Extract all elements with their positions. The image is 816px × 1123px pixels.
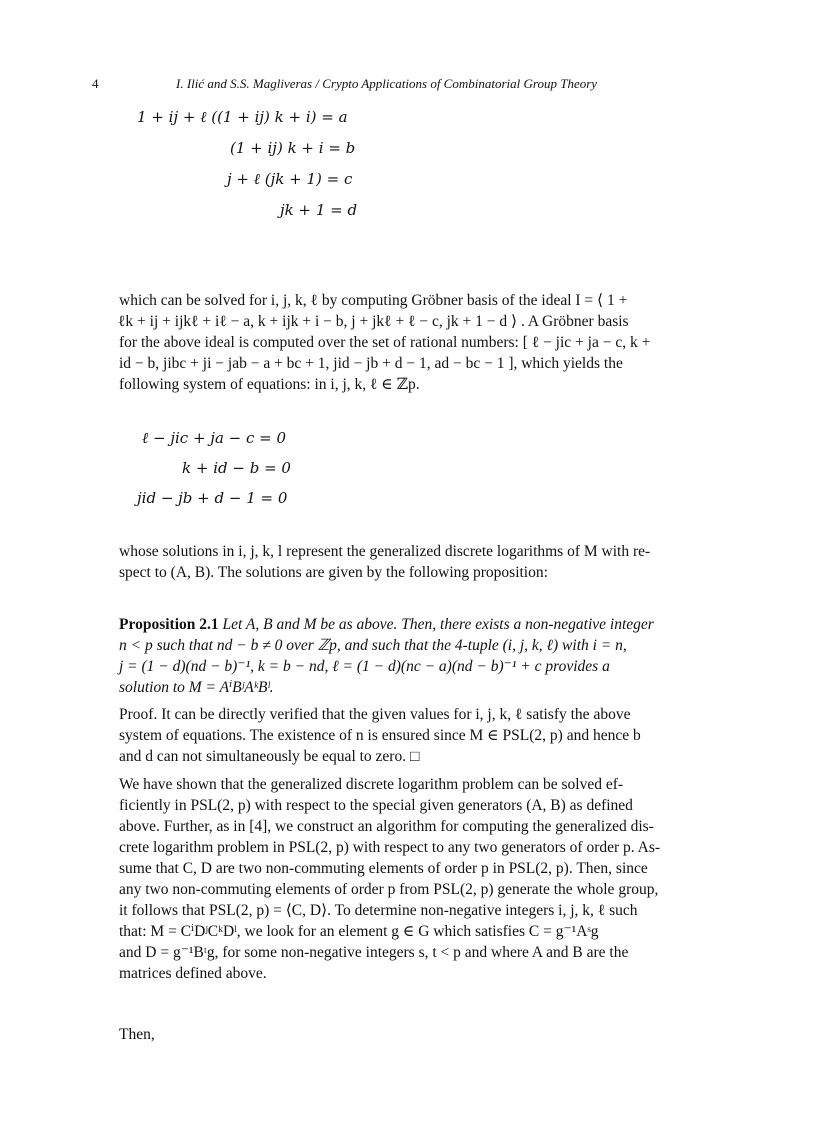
running-title: I. Ilić and S.S. Magliveras / Crypto Applications of Combinatorial Group Theory bbox=[176, 76, 598, 91]
paragraph-algorithm bbox=[119, 774, 724, 984]
proposition-block bbox=[119, 614, 724, 698]
proof-block bbox=[119, 704, 724, 767]
text-line: system of equations. The existence of n is ensured since M ∈ PSL(2, p) and hence b bbox=[119, 727, 641, 744]
text-line: Then, bbox=[119, 1026, 155, 1043]
paragraph-solutions bbox=[119, 541, 724, 583]
equation-row: k + id − b = 0 bbox=[182, 459, 291, 477]
text-line: matrices defined above. bbox=[119, 965, 267, 982]
text-line: solution to M = AⁱBʲAᵏBˡ. bbox=[119, 679, 274, 696]
text-line: sume that C, D are two non-commuting elements of order p in PSL(2, p). Then, since bbox=[119, 860, 648, 877]
text-line: for the above ideal is computed over the set of rational numbers: [ ℓ − jic + ja − c, k + bbox=[119, 334, 651, 351]
text-line: following system of equations: in i, j, k, ℓ ∈ ℤp. bbox=[119, 376, 420, 393]
paragraph-groebner bbox=[119, 290, 724, 395]
text-line: j = (1 − d)(nd − b)⁻¹, k = b − nd, ℓ = (1 − d)(nc − a)(nd − b)⁻¹ + c provides a bbox=[119, 658, 610, 675]
equation-row: jid − jb + d − 1 = 0 bbox=[137, 489, 288, 507]
text-line: id − b, jibc + ji − jab − a + bc + 1, jid − jb + d − 1, ad − bc − 1 ], which yields the bbox=[119, 355, 623, 372]
equation-row: (1 + ij) k + i = b bbox=[230, 139, 356, 157]
text-line: Proof. It can be directly verified that the given values for i, j, k, ℓ satisfy the above bbox=[119, 706, 631, 723]
text-line: which can be solved for i, j, k, ℓ by computing Gröbner basis of the ideal I = ⟨ 1 + bbox=[119, 292, 628, 309]
text-line: above. Further, as in [4], we construct an algorithm for computing the generalized dis- bbox=[119, 818, 654, 835]
text-line: and d can not simultaneously be equal to zero. □ bbox=[119, 748, 420, 765]
equation-row: ℓ − jic + ja − c = 0 bbox=[142, 429, 287, 447]
text-line: n < p such that nd − b ≠ 0 over ℤp, and such that the 4-tuple (i, j, k, ℓ) with i = n, bbox=[119, 637, 627, 654]
page-number: 4 bbox=[92, 76, 99, 91]
text-line: ficiently in PSL(2, p) with respect to the special given generators (A, B) as defined bbox=[119, 797, 633, 814]
text-line: spect to (A, B). The solutions are given by the following proposition: bbox=[119, 564, 548, 581]
text-line bbox=[119, 614, 724, 635]
equation-row: 1 + ij + ℓ ((1 + ij) k + i) = a bbox=[137, 108, 348, 126]
text-line: any two non-commuting elements of order p from PSL(2, p) generate the whole group, bbox=[119, 881, 659, 898]
proposition-label: Proposition 2.1 bbox=[119, 616, 219, 633]
text-line: whose solutions in i, j, k, l represent the generalized discrete logarithms of M with re- bbox=[119, 543, 651, 560]
equation-row: j + ℓ (jk + 1) = c bbox=[227, 170, 353, 188]
paragraph-then bbox=[119, 1024, 724, 1045]
text-line: crete logarithm problem in PSL(2, p) with respect to any two generators of order p. As- bbox=[119, 839, 661, 856]
text-line: that: M = CⁱDʲCᵏDˡ, we look for an element g ∈ G which satisfies C = g⁻¹Aˢg bbox=[119, 923, 599, 940]
proposition-text: Let A, B and M be as above. Then, there exists a non-negative integer bbox=[222, 616, 654, 633]
text-line: ℓk + ij + ijkℓ + iℓ − a, k + ijk + i − b, j + jkℓ + ℓ − c, jk + 1 − d ⟩ . A Gröbner basis bbox=[118, 313, 629, 330]
text-line: We have shown that the generalized discrete logarithm problem can be solved ef- bbox=[119, 776, 624, 793]
text-line: and D = g⁻¹Bᵗg, for some non-negative integers s, t < p and where A and B are the bbox=[119, 944, 629, 961]
equation-row: jk + 1 = d bbox=[280, 201, 358, 219]
text-line: it follows that PSL(2, p) = ⟨C, D⟩. To determine non-negative integers i, j, k, ℓ such bbox=[119, 902, 638, 919]
